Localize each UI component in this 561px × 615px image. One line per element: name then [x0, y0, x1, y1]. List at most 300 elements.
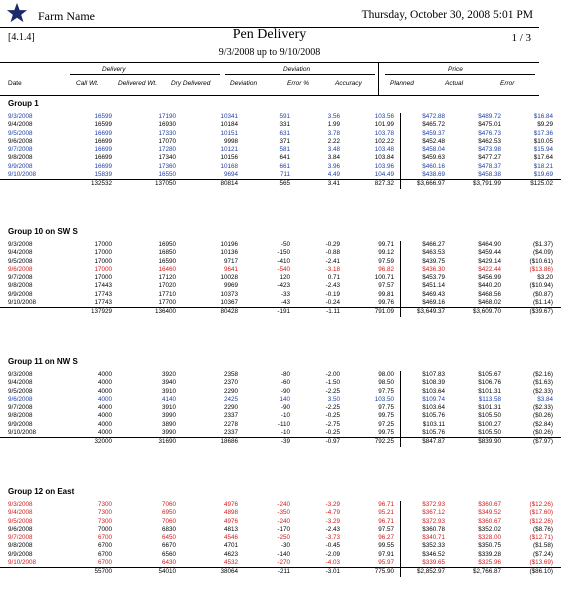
cell-delivered-wt: 7060: [161, 517, 176, 525]
cell-deviation: -240: [277, 517, 290, 525]
cell-planned: $352.33: [422, 542, 445, 550]
cell-deviation: 565: [242, 180, 296, 189]
cell-dry-delivered: 38064: [180, 568, 242, 577]
cell-deviation: 661: [279, 162, 290, 170]
cell-date: 9/7/2008: [8, 404, 33, 412]
table-row: [0, 371, 561, 379]
col-accuracy: Accuracy: [335, 80, 362, 87]
cell-planned: $107.83: [422, 371, 445, 378]
cell-error: ($1.63): [533, 379, 553, 387]
cell-delivered-wt: 6670: [161, 542, 176, 550]
cell-error-pct: -3.18: [325, 265, 340, 273]
cell-delivered-wt: 7060: [161, 501, 176, 508]
cell-date: 9/5/2008: [8, 257, 33, 265]
cell-date: [0, 438, 60, 447]
cell-dry-delivered: 10028: [220, 274, 238, 282]
cell-dry-delivered: 2290: [223, 387, 238, 395]
cell-deviation: 581: [279, 146, 290, 154]
col-dry-delivered: Dry Delivered: [171, 80, 211, 87]
cell-planned: $103.64: [422, 387, 445, 395]
cell-planned: $108.39: [422, 379, 445, 387]
cell-delivered-wt: 16460: [158, 265, 176, 273]
cell-error-pct: -3.01: [296, 568, 344, 577]
cell-call-wt: 55700: [60, 568, 116, 577]
star-logo-icon: [6, 2, 28, 24]
cell-error: $125.02: [505, 180, 561, 189]
cell-accuracy: 97.57: [344, 526, 401, 534]
cell-deviation: -60: [280, 379, 290, 387]
cell-call-wt: 4000: [97, 404, 112, 412]
cell-date: 9/5/2008: [8, 387, 33, 395]
cell-dry-delivered: 2358: [223, 371, 238, 378]
table-row: [0, 138, 561, 146]
cell-dry-delivered: 9694: [223, 171, 238, 179]
cell-error-pct: -2.41: [325, 257, 340, 265]
cell-accuracy: 103.50: [344, 396, 401, 404]
cell-dry-delivered: 2278: [223, 420, 238, 428]
cell-call-wt: 6700: [97, 550, 112, 558]
cell-error-pct: -2.25: [325, 387, 340, 395]
cell-deviation: -191: [242, 308, 296, 317]
cell-delivered-wt: 17710: [158, 290, 176, 298]
cell-date: 9/7/2008: [8, 534, 33, 542]
cell-deviation: 371: [279, 137, 290, 145]
cell-actual: $839.90: [449, 438, 505, 447]
cell-planned: $451.14: [422, 282, 445, 290]
cell-call-wt: 17743: [94, 299, 112, 307]
cell-deviation: -39: [242, 438, 296, 447]
cell-dry-delivered: 9969: [223, 282, 238, 290]
price-group-rule: [385, 74, 535, 75]
cell-error-pct: -4.79: [325, 509, 340, 517]
cell-call-wt: 17000: [94, 274, 112, 282]
cell-dry-delivered: 9717: [223, 257, 238, 265]
cell-deviation: -410: [277, 257, 290, 265]
cell-error-pct: -2.00: [325, 371, 340, 378]
cell-call-wt: 17000: [94, 257, 112, 265]
cell-call-wt: 4000: [97, 379, 112, 387]
cell-dry-delivered: 10168: [220, 162, 238, 170]
cell-deviation: 641: [279, 154, 290, 162]
cell-planned: $469.43: [422, 290, 445, 298]
cell-planned: $339.65: [422, 559, 445, 567]
cell-call-wt: 16699: [94, 146, 112, 154]
cell-error: ($12.71): [529, 534, 553, 542]
cell-delivered-wt: 3940: [161, 379, 176, 387]
cell-deviation: 140: [279, 395, 290, 403]
group-table: [0, 371, 561, 447]
column-separator: [378, 62, 379, 96]
cell-accuracy: 97.59: [344, 258, 401, 266]
cell-actual: $101.31: [478, 404, 501, 412]
cell-date: 9/8/2008: [8, 542, 33, 550]
cell-call-wt: 16699: [94, 137, 112, 145]
cell-date: 9/9/2008: [8, 550, 33, 558]
cell-actual: $3,791.99: [449, 180, 505, 189]
cell-actual: $105.50: [478, 412, 501, 420]
cell-error: ($17.60): [529, 509, 553, 517]
cell-delivered-wt: 16550: [158, 171, 176, 179]
cell-dry-delivered: 4623: [223, 550, 238, 558]
cell-accuracy: 99.76: [344, 299, 401, 308]
cell-actual: $360.67: [478, 501, 501, 508]
cell-call-wt: 17743: [94, 290, 112, 298]
cell-accuracy: 97.25: [344, 421, 401, 429]
group-title: Group 10 on SW S: [8, 227, 78, 236]
cell-planned: $458.04: [422, 146, 445, 154]
cell-delivered-wt: 16590: [158, 257, 176, 265]
cell-delivered-wt: 17020: [158, 282, 176, 290]
table-row: [0, 559, 561, 568]
cell-error-pct: -0.19: [325, 290, 340, 298]
table-row: [0, 379, 561, 387]
cell-actual: $468.56: [478, 290, 501, 298]
cell-delivered-wt: 17120: [158, 274, 176, 282]
total-row: [0, 438, 561, 447]
column-header-top-rule: [0, 62, 539, 63]
cell-actual: $464.90: [478, 241, 501, 248]
cell-error-pct: 4.49: [327, 171, 340, 179]
cell-deviation: 120: [279, 274, 290, 282]
cell-call-wt: 6700: [97, 542, 112, 550]
cell-accuracy: 95.21: [344, 509, 401, 517]
cell-accuracy: 100.71: [344, 274, 401, 282]
cell-planned: $3,666.97: [401, 180, 450, 189]
cell-deviation: -170: [277, 525, 290, 533]
cell-dry-delivered: 10121: [220, 146, 238, 154]
report-datetime: Thursday, October 30, 2008 5:01 PM: [361, 9, 533, 21]
cell-dry-delivered: 4898: [223, 509, 238, 517]
cell-dry-delivered: 80814: [180, 180, 242, 189]
cell-error: ($12.26): [529, 517, 553, 525]
cell-planned: $346.52: [422, 550, 445, 558]
cell-planned: $367.12: [422, 509, 445, 517]
cell-planned: $847.87: [401, 438, 450, 447]
cell-error: ($10.61): [529, 257, 553, 265]
cell-planned: $465.72: [422, 121, 445, 129]
cell-accuracy: 98.00: [344, 371, 401, 379]
cell-error-pct: 3.50: [327, 395, 340, 403]
report-date-range: 9/3/2008 up to 9/10/2008: [218, 47, 321, 58]
cell-accuracy: 97.91: [344, 551, 401, 559]
cell-accuracy: 103.48: [344, 146, 401, 154]
cell-dry-delivered: 10341: [220, 113, 238, 120]
cell-accuracy: 827.32: [344, 180, 401, 189]
cell-error: ($10.94): [529, 282, 553, 290]
cell-error-pct: -3.29: [325, 501, 340, 508]
cell-delivered-wt: 6950: [161, 509, 176, 517]
cell-date: 9/10/2008: [8, 299, 37, 307]
cell-dry-delivered: 80428: [180, 308, 242, 317]
cell-planned: $466.27: [422, 241, 445, 248]
table-row: [0, 146, 561, 154]
cell-accuracy: 103.96: [344, 163, 401, 171]
cell-error: $18.21: [533, 162, 553, 170]
cell-dry-delivered: 10136: [220, 249, 238, 257]
cell-date: 9/10/2008: [8, 559, 37, 567]
cell-planned: $372.93: [422, 501, 445, 508]
farm-name: Farm Name: [38, 9, 95, 23]
cell-deviation: -250: [277, 534, 290, 542]
cell-date: 9/9/2008: [8, 290, 33, 298]
cell-error: ($13.86): [529, 265, 553, 273]
cell-planned: $469.16: [422, 299, 445, 307]
cell-dry-delivered: 2425: [223, 395, 238, 403]
cell-delivered-wt: 3990: [161, 412, 176, 420]
cell-error-pct: -0.29: [325, 241, 340, 248]
cell-planned: $105.76: [422, 429, 445, 437]
cell-deviation: 631: [279, 129, 290, 137]
cell-delivered-wt: 17340: [158, 154, 176, 162]
cell-delivered-wt: 3910: [161, 387, 176, 395]
cell-delivered-wt: 3990: [161, 429, 176, 437]
table-row: [0, 299, 561, 308]
col-actual: Actual: [445, 80, 464, 87]
col-error-pct: Error %: [287, 80, 310, 87]
cell-error: ($7.97): [505, 438, 561, 447]
cell-call-wt: 7300: [97, 509, 112, 517]
cell-call-wt: 6700: [97, 559, 112, 567]
cell-delivered-wt: 136400: [116, 308, 180, 317]
cell-date: 9/10/2008: [8, 171, 37, 179]
cell-deviation: -30: [280, 542, 290, 550]
cell-error-pct: 3.78: [327, 129, 340, 137]
cell-actual: $462.53: [478, 137, 501, 145]
cell-date: [0, 180, 60, 189]
cell-error: $15.94: [533, 146, 553, 154]
cell-error: $9.29: [537, 121, 553, 129]
cell-actual: $459.44: [478, 249, 501, 257]
cell-actual: $352.02: [478, 525, 501, 533]
cell-accuracy: 96.82: [344, 266, 401, 274]
cell-error-pct: 3.56: [327, 113, 340, 120]
cell-dry-delivered: 4813: [223, 525, 238, 533]
cell-error-pct: -0.24: [325, 299, 340, 307]
cell-error-pct: -2.43: [325, 525, 340, 533]
cell-date: 9/3/2008: [8, 501, 33, 508]
table-row: [0, 421, 561, 429]
cell-call-wt: 17000: [94, 249, 112, 257]
cell-dry-delivered: 4532: [223, 559, 238, 567]
group-table: [0, 241, 561, 317]
cell-actual: $440.20: [478, 282, 501, 290]
col-planned: Planned: [390, 80, 414, 87]
cell-call-wt: 16699: [94, 162, 112, 170]
cell-date: [0, 568, 60, 577]
cell-accuracy: 96.71: [344, 501, 401, 509]
cell-date: 9/4/2008: [8, 379, 33, 387]
cell-deviation: -211: [242, 568, 296, 577]
cell-accuracy: 95.97: [344, 559, 401, 568]
cell-error-pct: 3.96: [327, 162, 340, 170]
deviation-group-label: Deviation: [283, 66, 311, 73]
cell-actual: $101.31: [478, 387, 501, 395]
cell-call-wt: 6700: [97, 534, 112, 542]
cell-delivered-wt: 6450: [161, 534, 176, 542]
report-title: Pen Delivery: [232, 27, 307, 42]
cell-error: ($0.87): [533, 290, 553, 298]
cell-deviation: 711: [279, 171, 290, 179]
cell-dry-delivered: 4701: [223, 542, 238, 550]
cell-actual: $113.58: [478, 395, 501, 403]
cell-actual: $477.27: [478, 154, 501, 162]
cell-deviation: -10: [280, 429, 290, 437]
cell-call-wt: 4000: [97, 371, 112, 378]
cell-planned: $453.79: [422, 274, 445, 282]
cell-call-wt: 7300: [97, 517, 112, 525]
cell-call-wt: 132532: [60, 180, 116, 189]
cell-accuracy: 104.49: [344, 171, 401, 180]
cell-error: ($2.84): [533, 420, 553, 428]
cell-dry-delivered: 2290: [223, 404, 238, 412]
cell-accuracy: 102.22: [344, 138, 401, 146]
cell-date: 9/6/2008: [8, 265, 33, 273]
cell-call-wt: 16599: [94, 113, 112, 120]
table-row: [0, 154, 561, 162]
cell-accuracy: 103.56: [344, 113, 401, 121]
cell-date: 9/3/2008: [8, 113, 33, 120]
cell-deviation: -43: [280, 299, 290, 307]
page-number: 1 / 3: [511, 32, 531, 44]
cell-actual: $478.37: [478, 162, 501, 170]
cell-planned: $459.63: [422, 154, 445, 162]
table-row: [0, 113, 561, 121]
cell-delivered-wt: 17330: [158, 129, 176, 137]
cell-date: 9/5/2008: [8, 129, 33, 137]
cell-planned: $452.48: [422, 137, 445, 145]
cell-delivered-wt: 16930: [158, 121, 176, 129]
cell-deviation: -423: [277, 282, 290, 290]
group-title: Group 1: [8, 99, 39, 108]
cell-accuracy: 96.71: [344, 518, 401, 526]
table-row: [0, 388, 561, 396]
cell-accuracy: 101.99: [344, 121, 401, 129]
cell-call-wt: 15839: [94, 171, 112, 179]
cell-call-wt: 137929: [60, 308, 116, 317]
cell-dry-delivered: 9998: [223, 137, 238, 145]
col-deviation: Deviation: [230, 80, 258, 87]
col-error: Error: [500, 80, 515, 87]
cell-delivered-wt: 4140: [161, 395, 176, 403]
cell-actual: $328.00: [478, 534, 501, 542]
cell-planned: $103.11: [422, 420, 445, 428]
cell-actual: $456.99: [478, 274, 501, 282]
cell-date: 9/3/2008: [8, 241, 33, 248]
table-row: [0, 518, 561, 526]
cell-dry-delivered: 10373: [220, 290, 238, 298]
cell-error: $17.64: [533, 154, 553, 162]
cell-error-pct: -1.11: [296, 308, 344, 317]
cell-accuracy: 103.78: [344, 130, 401, 138]
cell-delivered-wt: 3890: [161, 420, 176, 428]
report-code: [4.1.4]: [8, 32, 35, 43]
cell-date: 9/5/2008: [8, 517, 33, 525]
cell-error: $3.84: [537, 395, 553, 403]
cell-error: ($4.09): [533, 249, 553, 257]
cell-error: ($7.24): [533, 550, 553, 558]
cell-accuracy: 99.55: [344, 542, 401, 550]
cell-delivered-wt: 137050: [116, 180, 180, 189]
delivery-group-rule: [70, 74, 220, 75]
table-row: [0, 429, 561, 438]
cell-call-wt: 4000: [97, 420, 112, 428]
cell-accuracy: 775.90: [344, 568, 401, 577]
cell-error-pct: -0.88: [325, 249, 340, 257]
cell-dry-delivered: 9641: [223, 265, 238, 273]
total-row: [0, 308, 561, 317]
cell-actual: $360.67: [478, 517, 501, 525]
cell-actual: $100.27: [478, 420, 501, 428]
table-row: [0, 404, 561, 412]
deviation-group-rule: [225, 74, 375, 75]
cell-delivered-wt: 3920: [161, 371, 176, 378]
cell-accuracy: 99.75: [344, 412, 401, 420]
cell-delivered-wt: 31690: [116, 438, 180, 447]
table-row: [0, 509, 561, 517]
table-row: [0, 291, 561, 299]
table-row: [0, 171, 561, 180]
cell-planned: $463.53: [422, 249, 445, 257]
cell-deviation: -110: [277, 420, 290, 428]
cell-error: ($2.33): [533, 404, 553, 412]
cell-error: ($12.26): [529, 501, 553, 508]
cell-error: ($1.37): [533, 241, 553, 248]
cell-deviation: -270: [277, 559, 290, 567]
cell-error-pct: 2.22: [327, 137, 340, 145]
table-row: [0, 282, 561, 290]
cell-date: 9/7/2008: [8, 274, 33, 282]
cell-date: 9/4/2008: [8, 249, 33, 257]
cell-date: 9/6/2008: [8, 137, 33, 145]
cell-planned: $439.75: [422, 257, 445, 265]
cell-error-pct: -0.97: [296, 438, 344, 447]
cell-actual: $489.72: [478, 113, 501, 120]
cell-error: ($2.16): [533, 371, 553, 378]
cell-error: $3.20: [537, 274, 553, 282]
cell-accuracy: 98.50: [344, 379, 401, 387]
cell-call-wt: 17000: [94, 241, 112, 248]
delivery-group-label: Delivery: [102, 66, 126, 73]
cell-actual: $349.52: [478, 509, 501, 517]
cell-delivered-wt: 6830: [161, 525, 176, 533]
cell-error-pct: 1.99: [327, 121, 340, 129]
cell-dry-delivered: 10184: [220, 121, 238, 129]
cell-deviation: -350: [277, 509, 290, 517]
cell-actual: $3,609.70: [449, 308, 505, 317]
cell-call-wt: 4000: [97, 412, 112, 420]
cell-error: $16.84: [533, 113, 553, 120]
cell-call-wt: 16699: [94, 129, 112, 137]
table-row: [0, 412, 561, 420]
table-row: [0, 542, 561, 550]
cell-call-wt: 17443: [94, 282, 112, 290]
cell-accuracy: 791.09: [344, 308, 401, 317]
cell-actual: $468.02: [478, 299, 501, 307]
cell-accuracy: 97.57: [344, 282, 401, 290]
cell-delivered-wt: 16950: [158, 241, 176, 248]
table-row: [0, 163, 561, 171]
cell-actual: $325.96: [478, 559, 501, 567]
cell-dry-delivered: 18686: [180, 438, 242, 447]
cell-accuracy: 99.75: [344, 429, 401, 438]
cell-error-pct: -2.43: [325, 282, 340, 290]
table-row: [0, 121, 561, 129]
cell-accuracy: 792.25: [344, 438, 401, 447]
cell-actual: $2,766.87: [449, 568, 505, 577]
cell-date: 9/9/2008: [8, 162, 33, 170]
cell-error-pct: -3.73: [325, 534, 340, 542]
cell-dry-delivered: 10196: [220, 241, 238, 248]
